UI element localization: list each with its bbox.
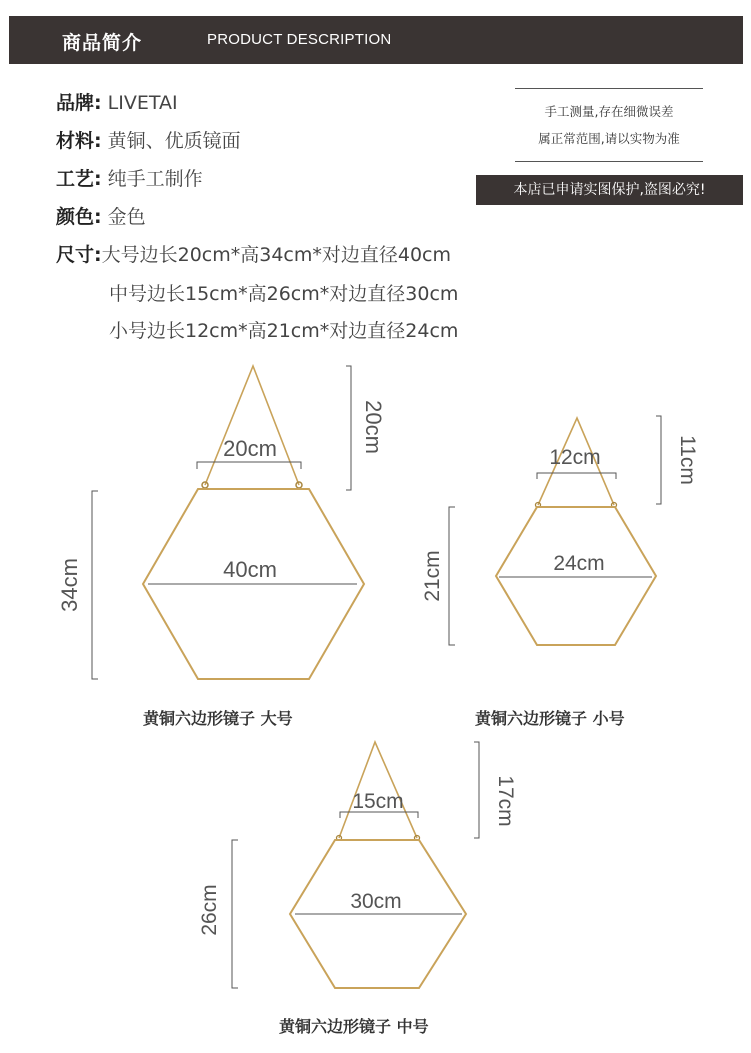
dimension-bracket (656, 416, 661, 504)
spec-label: 尺寸: (56, 244, 102, 266)
spec-value: LIVETAI (101, 92, 178, 114)
large-mirror (57, 366, 386, 679)
note-line-1: 手工测量,存在细微误差 (544, 104, 674, 119)
hanging-chain (205, 366, 299, 485)
spec-label: 颜色: (56, 206, 102, 228)
caption-medium: 黄铜六边形镜子 中号 (279, 1017, 429, 1036)
dim-label-height: 21cm (421, 550, 444, 602)
section-subtitle: PRODUCT DESCRIPTION (207, 31, 392, 48)
dim-label-top: 15cm (352, 790, 404, 813)
spec-value: 黄铜、优质镜面 (101, 130, 241, 152)
caption-large: 黄铜六边形镜子 大号 (143, 709, 293, 728)
dim-label-height: 34cm (57, 558, 82, 612)
caption-small: 黄铜六边形镜子 小号 (475, 709, 625, 728)
hexagon-frame (496, 507, 656, 645)
dim-label-diameter: 24cm (553, 552, 605, 575)
dim-label-top: 12cm (549, 446, 601, 469)
dim-label-chain: 20cm (361, 400, 386, 454)
dimension-bracket (92, 491, 98, 679)
medium-mirror (198, 742, 517, 988)
dim-label-height: 26cm (198, 884, 221, 936)
spec-value: 纯手工制作 (101, 168, 203, 190)
spec-label: 品牌: (56, 92, 102, 114)
spec-value: 金色 (101, 206, 146, 228)
dimension-bracket (346, 366, 351, 490)
dimension-bracket (232, 840, 238, 988)
spec-label: 工艺: (56, 168, 102, 190)
spec-value: 大号边长20cm*高34cm*对边直径40cm (101, 244, 452, 266)
dimension-bracket (474, 742, 479, 838)
small-mirror (421, 416, 699, 645)
section-title: 商品简介 (62, 32, 143, 54)
dimension-bracket (537, 473, 616, 479)
dim-label-chain: 11cm (676, 435, 699, 485)
size-line-medium: 中号边长15cm*高26cm*对边直径30cm (109, 283, 459, 305)
copyright-notice: 本店已申请实图保护,盗图必究! (476, 175, 743, 205)
dim-label-diameter: 30cm (350, 890, 402, 913)
note-line-2: 属正常范围,请以实物为准 (538, 131, 680, 146)
dim-label-diameter: 40cm (223, 557, 277, 582)
spec-label: 材料: (56, 130, 102, 152)
dim-label-top: 20cm (223, 436, 277, 461)
dim-label-chain: 17cm (494, 775, 517, 827)
size-line-small: 小号边长12cm*高21cm*对边直径24cm (109, 320, 459, 342)
dimension-bracket (449, 507, 455, 645)
